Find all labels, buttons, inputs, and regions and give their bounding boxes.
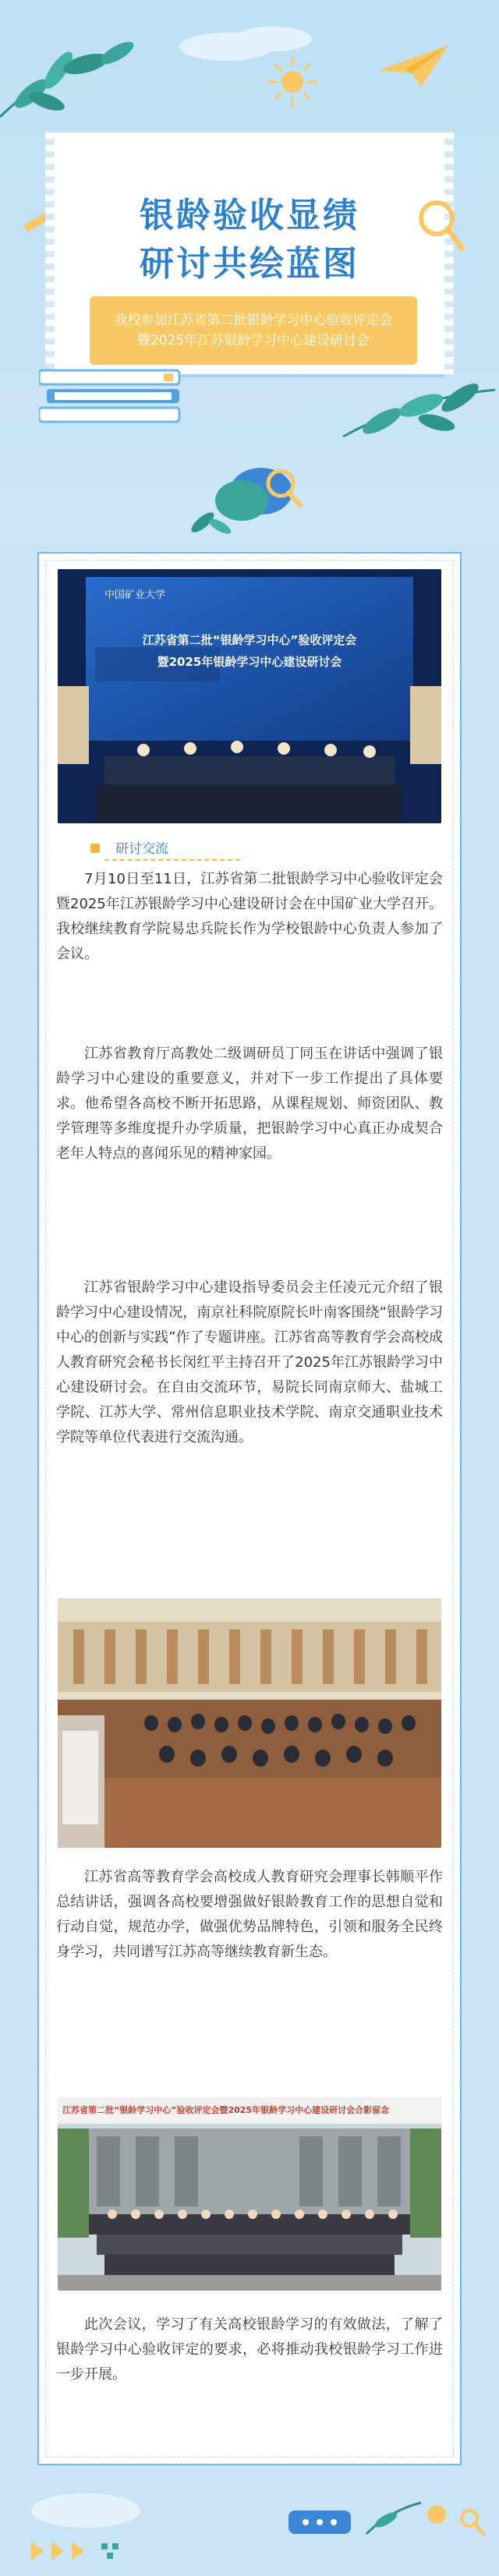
stage-banner-line1: 江苏省第二批“银龄学习中心”验收评定会 [142, 633, 357, 647]
meeting-stage-illustration [58, 569, 441, 823]
paragraph-5: 此次会议，学习了有关高校银龄学习的有效做法，了解了银龄学习中心验收评定的要求，必将推动我校银龄学习工作进一步开展。 [56, 2316, 443, 2383]
page-title-line2: 研讨共绘蓝图 [140, 244, 359, 284]
leaf-decoration-icon [0, 23, 156, 125]
paper-plane-icon [374, 39, 452, 94]
paragraph-3: 江苏省银龄学习中心建设指导委员会主任凌元元介绍了银龄学习中心建设情况，南京社科院原院长叶南客围绕“银龄学习中心的创新与实践”作了专题讲座。江苏省高等教育学会高校成人教育研究会秘书长闵红平主持召开了2025年江苏银龄学习中心建设研讨会。在自由交流环节，易院长同南京师大、盐城工学院、江苏大学、常州信息职业技术学院、南京交通职业技术学院等单位代表进行交流沟通。 [56, 1279, 443, 1445]
section-caption [104, 840, 240, 861]
leaf-decoration-icon [335, 374, 499, 452]
meeting-stage-photo [58, 569, 441, 823]
magnifier-icon [413, 195, 468, 257]
audience-photo [58, 1598, 441, 1848]
sun-icon [265, 55, 320, 109]
subtitle-line2: 暨2025年江苏银龄学习中心建设研讨会 [136, 333, 370, 349]
stage-banner-line2: 暨2025年银龄学习中心建设研讨会 [157, 655, 342, 669]
page-title-line1: 银龄验收显绩 [140, 196, 359, 235]
chat-bubble-icon [187, 452, 320, 538]
university-logo-text: 中国矿业大学 [104, 589, 166, 601]
audience-illustration [58, 1598, 441, 1848]
caption-marker-icon [90, 844, 100, 853]
group-photo-illustration [58, 2097, 441, 2291]
section-caption-text: 研讨交流 [115, 841, 168, 857]
paragraph-2: 江苏省教育厅高教处二级调研员丁同玉在讲话中强调了银龄学习中心建设的重要意义，并对下一步工作提出了具体要求。他希望各高校不断开拓思路，从课程规划、师资团队、教学管理等多维度提升办学质量，把银龄学习中心真正办成契合老年人特点的喜闻乐见的精神家园。 [56, 1046, 443, 1162]
books-icon [39, 363, 187, 425]
group-photo-banner: 江苏省第二批“银龄学习中心”验收评定会暨2025年银龄学习中心建设研讨会合影留念 [62, 2105, 390, 2115]
subtitle-band [90, 296, 417, 365]
paragraph-4: 江苏省高等教育学会高校成人教育研究会理事长韩顺平作总结讲话，强调各高校要增强做好银龄教育工作的思想自觉和行动自觉，规范办学，做强优势品牌特色，引领和服务全民终身学习，共同谱写江苏高等继续教育新生态。 [56, 1869, 443, 1960]
paragraph-1: 7月10日至11日，江苏省第二批银龄学习中心验收评定会暨2025年江苏银龄学习中心建设研讨会在中国矿业大学召开。我校继续教育学院易忠兵院长作为学校银龄中心负责人参加了会议。 [56, 871, 443, 962]
group-photo [58, 2097, 441, 2291]
subtitle-line1: 我校参加江苏省第二批银龄学习中心验收评定会 [114, 313, 393, 328]
footer-decoration [0, 2479, 499, 2576]
header-banner [0, 0, 499, 546]
